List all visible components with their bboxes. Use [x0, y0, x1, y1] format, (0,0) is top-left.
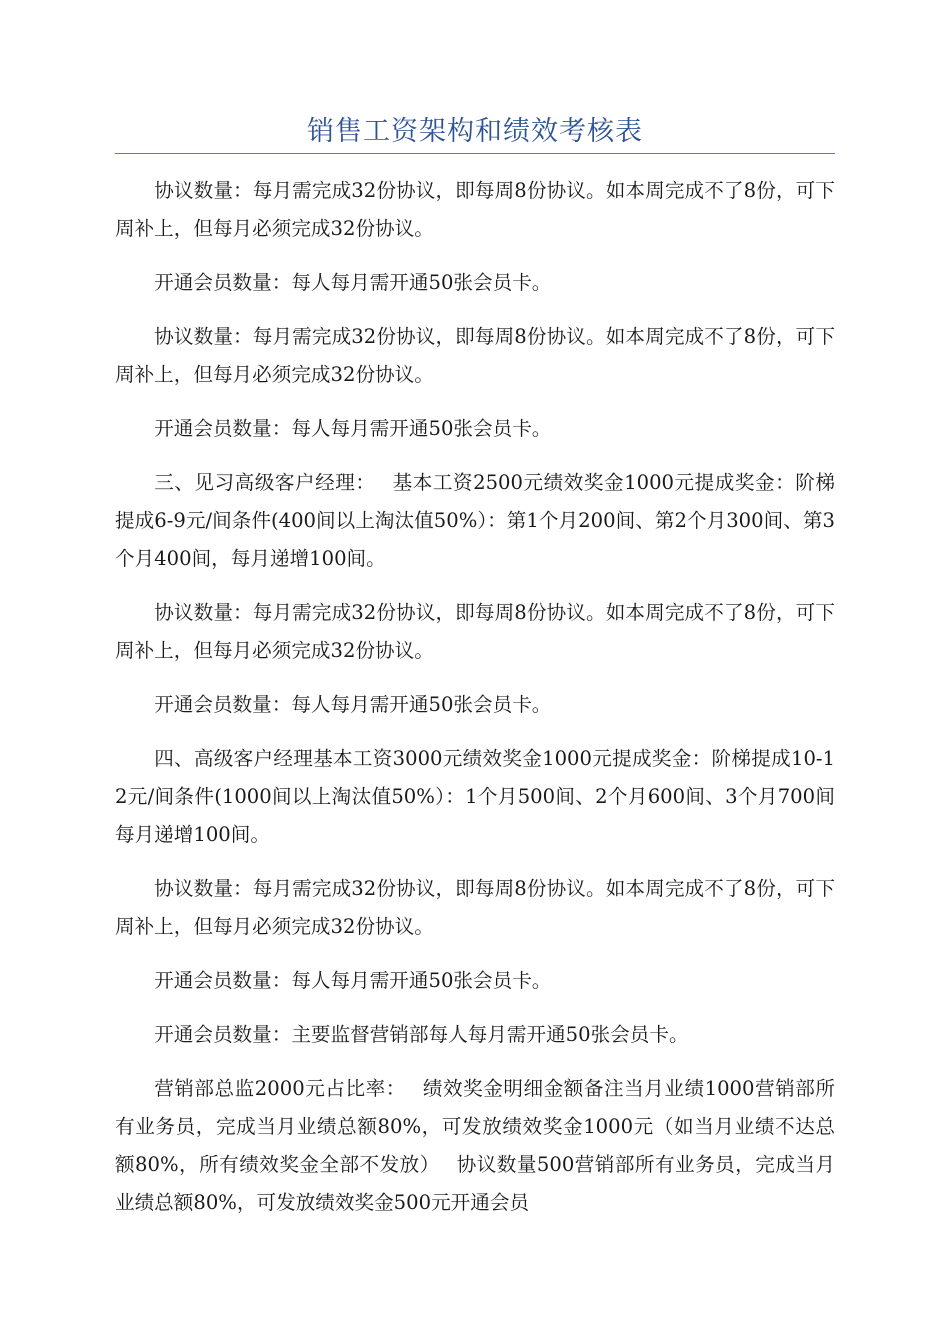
paragraph: 开通会员数量：每人每月需开通50张会员卡。 [154, 969, 552, 992]
paragraph: 协议数量：每月需完成32份协议，即每周8份协议。如本周完成不了8份，可下周补上，但每月必须完成32份协议。 [115, 601, 835, 662]
paragraph: 四、高级客户经理基本工资3000元绩效奖金1000元提成奖金：阶梯提成10-12元/间条件(1000间以上淘汰值50%）：1个月500间、2个月600间、3个月700间每月递增100间。 [115, 747, 835, 846]
paragraph: 协议数量：每月需完成32份协议，即每周8份协议。如本周完成不了8份，可下周补上，但每月必须完成32份协议。 [115, 325, 835, 386]
document-title: 销售工资架构和绩效考核表 [307, 116, 643, 147]
paragraph: 开通会员数量：每人每月需开通50张会员卡。 [154, 271, 552, 294]
document-body [115, 172, 835, 1238]
paragraph: 营销部总监2000元占比率： 绩效奖金明细金额备注当月业绩1000营销部所有业务员，完成当月业绩总额80%，可发放绩效奖金1000元（如当月业绩不达总额80%，所有绩效奖金全部不发放） 协议数量500营销部所有业务员，完成当月业绩总额80%，可发放绩效奖金500元开通会员 [115, 1077, 835, 1214]
paragraph: 开通会员数量：每人每月需开通50张会员卡。 [154, 693, 552, 716]
paragraph: 开通会员数量：主要监督营销部每人每月需开通50张会员卡。 [154, 1023, 689, 1046]
paragraph: 协议数量：每月需完成32份协议，即每周8份协议。如本周完成不了8份，可下周补上，但每月必须完成32份协议。 [115, 877, 835, 938]
paragraph: 开通会员数量：每人每月需开通50张会员卡。 [154, 417, 552, 440]
title-underline [115, 153, 835, 154]
paragraph: 协议数量：每月需完成32份协议，即每周8份协议。如本周完成不了8份，可下周补上，但每月必须完成32份协议。 [115, 179, 835, 240]
paragraph: 三、见习高级客户经理： 基本工资2500元绩效奖金1000元提成奖金：阶梯提成6-9元/间条件(400间以上淘汰值50%）：第1个月200间、第2个月300间、第3个月400间，每月递增100间。 [115, 471, 835, 570]
